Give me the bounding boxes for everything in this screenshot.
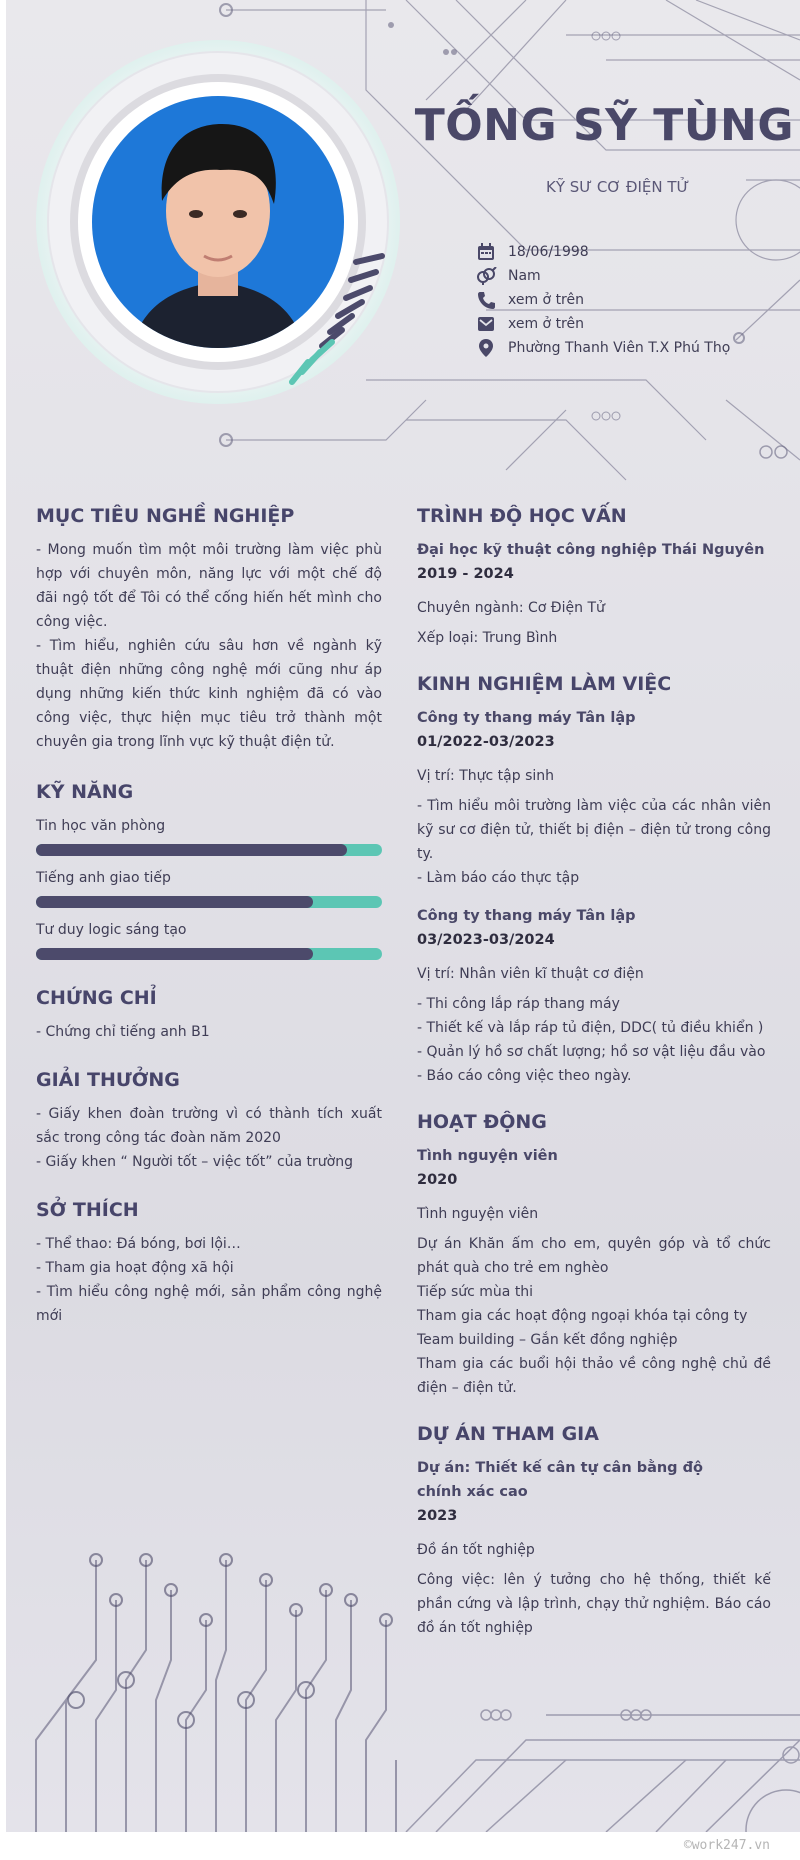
project-type: Đồ án tốt nghiệp	[417, 1542, 535, 1558]
contact-address	[466, 336, 786, 360]
job-position: Vị trí: Nhân viên kĩ thuật cơ điện	[417, 966, 644, 982]
cv-page	[6, 0, 800, 1832]
activity-role: Tình nguyện viên	[417, 1206, 539, 1222]
education-rank: Xếp loại: Trung Bình	[417, 630, 558, 646]
projects-section	[417, 1420, 771, 1640]
job-detail: - Quản lý hồ sơ chất lượng; hồ sơ vật liệu đầu vào	[417, 1044, 766, 1060]
watermark: ©work247.vn	[683, 1838, 770, 1853]
certificates-heading: CHỨNG CHỈ	[36, 987, 157, 1009]
activity-org: Tình nguyện viên	[417, 1148, 558, 1164]
right-column	[417, 502, 771, 1658]
skill-bar	[36, 896, 382, 908]
job-position: Vị trí: Thực tập sinh	[417, 768, 554, 784]
objective-section	[36, 502, 382, 754]
education-years: 2019 - 2024	[417, 566, 514, 582]
education-school: Đại học kỹ thuật công nghiệp Thái Nguyên	[417, 542, 765, 558]
calendar-icon	[466, 243, 506, 261]
job-detail: - Làm báo cáo thực tập	[417, 870, 580, 886]
skill-bar-fill	[36, 896, 313, 908]
education-section	[417, 502, 771, 650]
activity-line: Tham gia các buổi hội thảo về công nghệ chủ đề điện – điện tử.	[417, 1356, 771, 1396]
skill-label: Tiếng anh giao tiếp	[36, 870, 171, 886]
activity-line: Tham gia các hoạt động ngoại khóa tại công ty	[417, 1308, 748, 1324]
contact-address-text: Phường Thanh Viên T.X Phú Thọ	[508, 340, 731, 356]
skill-label: Tin học văn phòng	[36, 818, 166, 834]
certificates-section	[36, 984, 382, 1044]
skill-bar-fill	[36, 948, 313, 960]
activity-line: Team building – Gắn kết đồng nghiệp	[417, 1332, 678, 1348]
hobby-item: - Tìm hiểu công nghệ mới, sản phẩm công nghệ mới	[36, 1284, 382, 1324]
contact-email-text: xem ở trên	[508, 316, 584, 332]
certificate-item: - Chứng chỉ tiếng anh B1	[36, 1024, 210, 1040]
job-detail: - Báo cáo công việc theo ngày.	[417, 1068, 632, 1084]
project-year: 2023	[417, 1508, 458, 1524]
skills-heading: KỸ NĂNG	[36, 781, 134, 803]
gender-icon	[466, 267, 506, 285]
contact-email	[466, 312, 786, 336]
award-item: - Giấy khen “ Người tốt – việc tốt” của trường	[36, 1154, 353, 1170]
skill-bar-fill	[36, 844, 347, 856]
objective-paragraph: - Tìm hiểu, nghiên cứu sâu hơn về ngành kỹ thuật điện những công nghệ mới cũng như áp dụng những kiến thức kinh nghiệm đã có vào công việc, thực hiện mục tiêu trở thành một chuyên gia trong lĩnh vực kỹ thuật điện tử.	[36, 638, 382, 750]
activity-year: 2020	[417, 1172, 458, 1188]
skill-bar	[36, 844, 382, 856]
projects-heading: DỰ ÁN THAM GIA	[417, 1423, 599, 1445]
awards-section	[36, 1066, 382, 1174]
person-portrait-icon	[92, 96, 344, 348]
contact-dob	[466, 240, 786, 264]
phone-icon	[466, 291, 506, 309]
job-company: Công ty thang máy Tân lập	[417, 710, 636, 726]
job-detail: - Thi công lắp ráp thang máy	[417, 996, 620, 1012]
activity-line: Tiếp sức mùa thi	[417, 1284, 534, 1300]
profile-photo	[92, 96, 344, 348]
hobbies-section	[36, 1196, 382, 1328]
project-name: Dự án: Thiết kế cân tự cân bằng độ chính xác cao	[417, 1460, 703, 1500]
activities-section	[417, 1108, 771, 1400]
project-description: Công việc: lên ý tưởng cho hệ thống, thiết kế phần cứng và lập trình, chạy thử nghiệm. Báo cáo đồ án tốt nghiệp	[417, 1572, 771, 1636]
education-major: Chuyên ngành: Cơ Điện Tử	[417, 600, 605, 616]
experience-heading: KINH NGHIỆM LÀM VIỆC	[417, 673, 672, 695]
objective-paragraph: - Mong muốn tìm một môi trường làm việc phù hợp với chuyên môn, năng lực với một chế độ đãi ngộ tốt để Tôi có thể cống hiến hết mình cho công việc.	[36, 542, 382, 630]
contact-gender	[466, 264, 786, 288]
awards-heading: GIẢI THƯỞNG	[36, 1069, 180, 1091]
location-icon	[466, 339, 506, 357]
left-column	[36, 502, 382, 1346]
objective-heading: MỤC TIÊU NGHỀ NGHIỆP	[36, 505, 295, 527]
experience-section	[417, 670, 771, 1088]
job-period: 01/2022-03/2023	[417, 734, 555, 750]
job-detail: - Thiết kế và lắp ráp tủ điện, DDC( tủ điều khiển )	[417, 1020, 764, 1036]
contact-info	[466, 240, 786, 360]
hobby-item: - Thể thao: Đá bóng, bơi lội…	[36, 1236, 241, 1252]
skills-section	[36, 778, 382, 960]
candidate-title: KỸ SƯ CƠ ĐIỆN TỬ	[546, 178, 690, 196]
skill-label: Tư duy logic sáng tạo	[36, 922, 187, 938]
hobby-item: - Tham gia hoạt động xã hội	[36, 1260, 234, 1276]
job-detail: - Tìm hiểu môi trường làm việc của các nhân viên kỹ sư cơ điện tử, thiết bị điện – điện tử trong công ty.	[417, 798, 771, 862]
job-period: 03/2023-03/2024	[417, 932, 555, 948]
email-icon	[466, 316, 506, 332]
skill-bar	[36, 948, 382, 960]
contact-phone-text: xem ở trên	[508, 292, 584, 308]
job-company: Công ty thang máy Tân lập	[417, 908, 636, 924]
award-item: - Giấy khen đoàn trường vì có thành tích xuất sắc trong công tác đoàn năm 2020	[36, 1106, 382, 1146]
activity-line: Dự án Khăn ấm cho em, quyên góp và tổ chức phát quà cho trẻ em nghèo	[417, 1236, 771, 1276]
activities-heading: HOẠT ĐỘNG	[417, 1111, 547, 1133]
hobbies-heading: SỞ THÍCH	[36, 1199, 139, 1221]
candidate-name: TỐNG SỸ TÙNG	[414, 100, 794, 151]
profile-photo-frame	[36, 40, 400, 404]
education-heading: TRÌNH ĐỘ HỌC VẤN	[417, 505, 627, 527]
contact-gender-text: Nam	[508, 268, 541, 284]
contact-phone	[466, 288, 786, 312]
contact-dob-text: 18/06/1998	[508, 244, 589, 260]
